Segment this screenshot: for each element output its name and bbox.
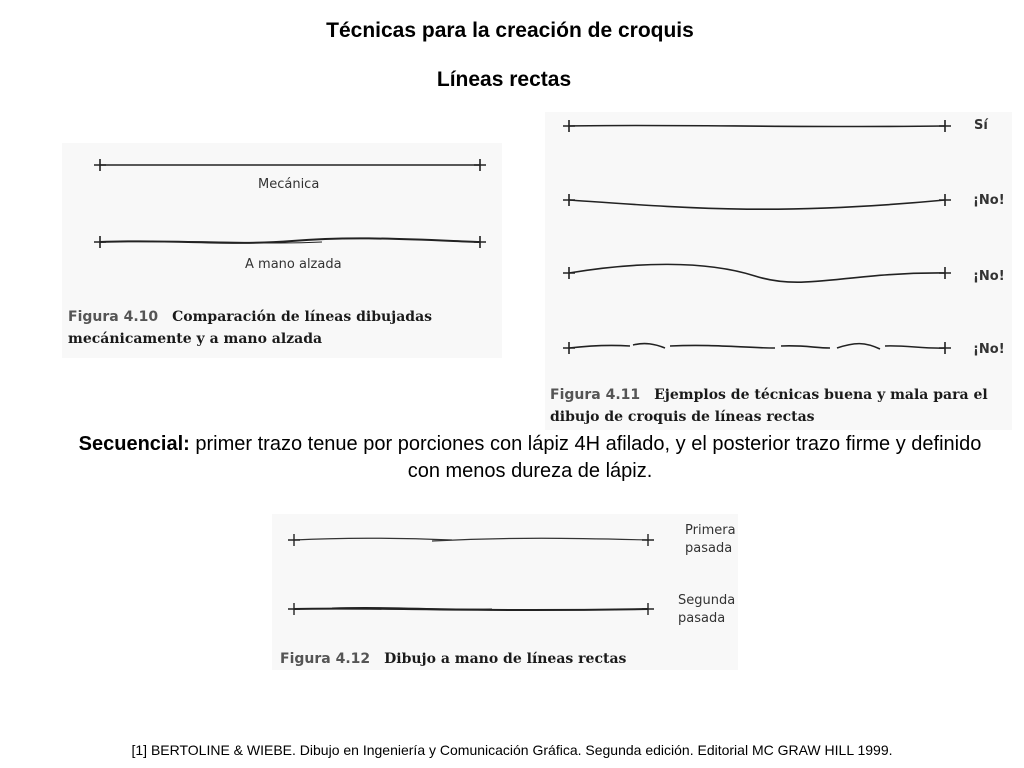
body-paragraph: [60, 431, 1000, 485]
label-no-3: ¡No!: [973, 342, 1005, 357]
figure-4-11-drawing: [545, 112, 1012, 430]
label-mecanica: Mecánica: [258, 177, 320, 192]
caption-line-1: Ejemplos de técnicas buena y mala para el: [654, 387, 988, 403]
slide-title: Técnicas para la creación de croquis: [326, 19, 694, 42]
figure-number: Figura 4.10: [68, 309, 159, 325]
label-line-2: pasada: [685, 541, 733, 556]
figure-4-12: [272, 514, 738, 670]
figure-number: Figura 4.12: [280, 651, 371, 667]
reference-footnote: [1] BERTOLINE & WIEBE. Dibujo en Ingeniería y Comunicación Gráfica. Segunda edición. Editorial MC GRAW HILL 1999.: [131, 742, 893, 758]
first-pass-line: [294, 538, 648, 541]
term-secuencial: Secuencial:: [78, 433, 190, 455]
figure-4-11-caption: [550, 384, 1010, 428]
caption-line-1: Comparación de líneas dibujadas: [172, 309, 433, 325]
bad-line-segmented: [569, 344, 945, 349]
label-a-mano-alzada: A mano alzada: [245, 257, 342, 272]
bad-line-bowed: [569, 200, 945, 209]
figure-4-11: [545, 112, 1012, 430]
label-primera-pasada: [685, 522, 736, 558]
label-si: Sí: [974, 118, 988, 133]
figure-4-10-caption: [68, 306, 498, 350]
freehand-line: [100, 238, 480, 243]
label-line-1: Segunda: [678, 593, 736, 608]
paragraph-text: primer trazo tenue por porciones con lápiz 4H afilado, y el posterior trazo firme y definido con menos dureza de lápiz.: [189, 433, 982, 482]
good-line: [569, 125, 945, 126]
figure-4-12-caption: [280, 648, 730, 670]
caption-line-2: mecánicamente y a mano alzada: [68, 331, 323, 347]
label-segunda-pasada: [678, 592, 735, 628]
label-no-2: ¡No!: [973, 269, 1005, 284]
label-line-2: pasada: [678, 611, 726, 626]
caption-line-2: dibujo de croquis de líneas rectas: [550, 409, 815, 425]
figure-number: Figura 4.11: [550, 387, 641, 403]
figure-4-12-drawing: [272, 514, 738, 670]
label-no-1: ¡No!: [973, 193, 1005, 208]
slide-subtitle: Líneas rectas: [436, 68, 572, 91]
caption-text: Dibujo a mano de líneas rectas: [384, 651, 627, 667]
label-line-1: Primera: [685, 523, 736, 538]
bad-line-wavy: [569, 264, 945, 282]
figure-4-10: [62, 143, 502, 358]
